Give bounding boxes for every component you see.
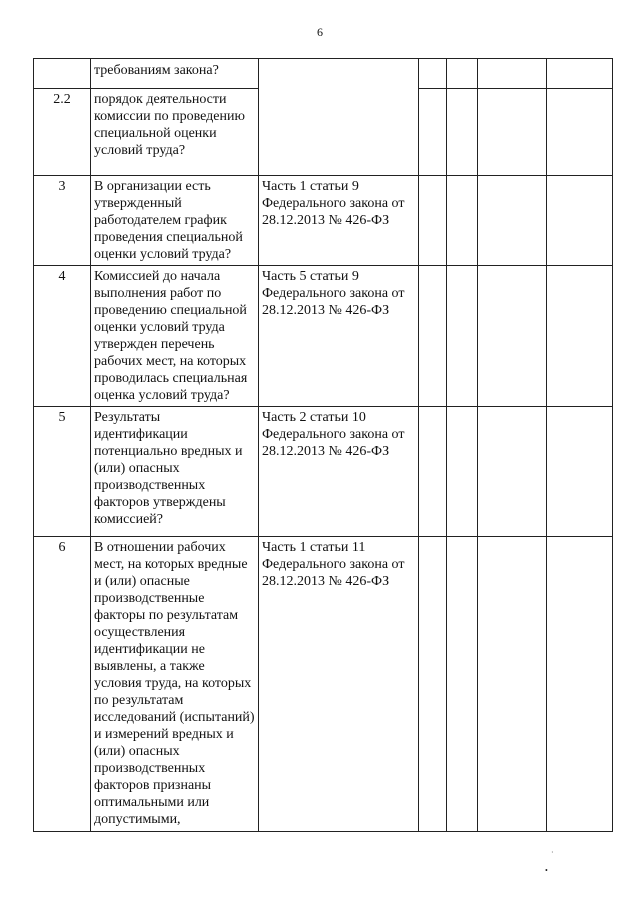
question-cell: В организации есть утвержденный работодателем график проведения специальной оценки условий труда? xyxy=(91,176,259,266)
answer-yes-cell xyxy=(419,89,447,176)
answer-no-cell xyxy=(447,407,478,537)
question-cell: Комиссией до начала выполнения работ по проведению специальной оценки условий труда утвержден перечень рабочих мест, на которых проводилась специальная оценка условий труда? xyxy=(91,266,259,407)
reference-cell: Часть 1 статьи 9 Федерального закона от 28.12.2013 № 426-ФЗ xyxy=(259,176,419,266)
row-number: 2.2 xyxy=(34,89,91,176)
answer-no-cell xyxy=(447,176,478,266)
notes-cell xyxy=(547,537,613,832)
question-cell: Результаты идентификации потенциально вредных и (или) опасных производственных факторов утверждены комиссией? xyxy=(91,407,259,537)
reference-cell xyxy=(259,59,419,176)
answer-yes-cell xyxy=(419,176,447,266)
answer-yes-cell xyxy=(419,59,447,89)
question-cell: В отношении рабочих мест, на которых вредные и (или) опасные производственные факторы по результатам осуществления идентификации не выявлены, а также условия труда, на которых по результатам исследований (испытаний) и измерений вредных и (или) опасных производственных факторов признаны оптимальными или допустимыми, xyxy=(91,537,259,832)
notes-cell xyxy=(547,266,613,407)
answer-na-cell xyxy=(478,176,547,266)
answer-no-cell xyxy=(447,89,478,176)
row-number: 5 xyxy=(34,407,91,537)
answer-yes-cell xyxy=(419,537,447,832)
row-number: 4 xyxy=(34,266,91,407)
question-cell: требованиям закона? xyxy=(91,59,259,89)
reference-cell: Часть 2 статьи 10 Федерального закона от 28.12.2013 № 426-ФЗ xyxy=(259,407,419,537)
scan-speck: • xyxy=(545,866,548,875)
table-row xyxy=(34,59,613,89)
answer-yes-cell xyxy=(419,407,447,537)
answer-no-cell xyxy=(447,266,478,407)
reference-cell: Часть 5 статьи 9 Федерального закона от 28.12.2013 № 426-ФЗ xyxy=(259,266,419,407)
row-number: 3 xyxy=(34,176,91,266)
answer-na-cell xyxy=(478,89,547,176)
answer-na-cell xyxy=(478,59,547,89)
table-row xyxy=(34,407,613,537)
answer-na-cell xyxy=(478,266,547,407)
scan-speck: · xyxy=(551,848,554,857)
notes-cell xyxy=(547,407,613,537)
answer-na-cell xyxy=(478,407,547,537)
reference-cell: Часть 1 статьи 11 Федерального закона от 28.12.2013 № 426-ФЗ xyxy=(259,537,419,832)
table-row xyxy=(34,537,613,832)
answer-no-cell xyxy=(447,537,478,832)
answer-yes-cell xyxy=(419,266,447,407)
notes-cell xyxy=(547,176,613,266)
question-cell: порядок деятельности комиссии по проведению специальной оценки условий труда? xyxy=(91,89,259,176)
answer-na-cell xyxy=(478,537,547,832)
answer-no-cell xyxy=(447,59,478,89)
row-number: 6 xyxy=(34,537,91,832)
checklist-table xyxy=(33,58,613,832)
table-row xyxy=(34,176,613,266)
notes-cell xyxy=(547,59,613,89)
table-row xyxy=(34,266,613,407)
page-number: 6 xyxy=(317,25,323,39)
notes-cell xyxy=(547,89,613,176)
row-number xyxy=(34,59,91,89)
